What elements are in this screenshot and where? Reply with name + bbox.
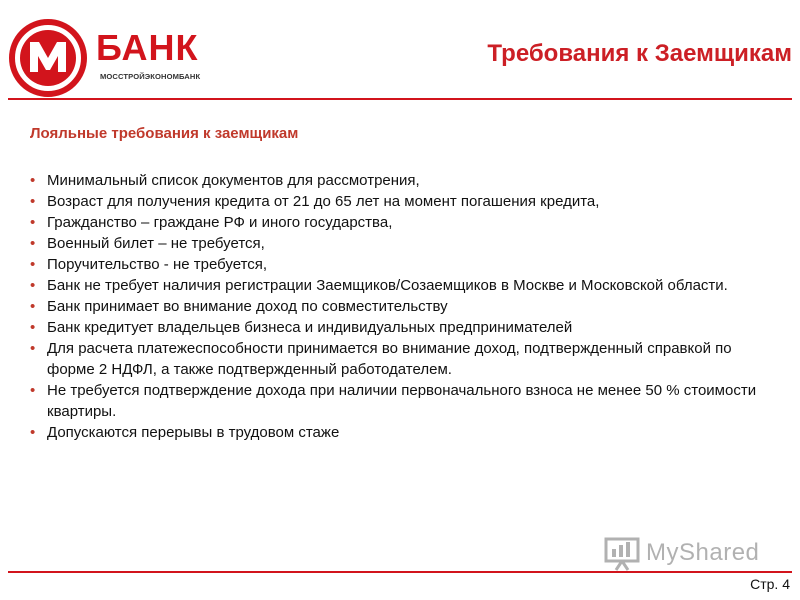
page-title: Требования к Заемщикам	[487, 40, 792, 67]
bank-logo-emblem	[8, 18, 98, 98]
list-item: • Банк не требует наличия регистрации Заемщиков/Созаемщиков в Москве и Московской области.	[30, 275, 780, 296]
list-item: • Для расчета платежеспособности принимается во внимание доход, подтвержденный справкой по форме 2 НДФЛ, а также подтвержденный работодателем.	[30, 338, 780, 380]
list-item: • Не требуется подтверждение дохода при наличии первоначального взноса не менее 50 % стоимости квартиры.	[30, 380, 780, 422]
list-item: • Гражданство – граждане РФ и иного государства,	[30, 212, 780, 233]
watermark-text: MyShared	[646, 539, 760, 566]
requirements-list	[30, 170, 780, 443]
list-item: • Минимальный список документов для рассмотрения,	[30, 170, 780, 191]
list-item: • Поручительство - не требуется,	[30, 254, 780, 275]
header-divider	[8, 98, 792, 100]
bank-logo	[8, 18, 218, 98]
list-item: • Возраст для получения кредита от 21 до 65 лет на момент погашения кредита,	[30, 191, 780, 212]
logo-bank-name: БАНК	[96, 27, 199, 68]
section-heading: Лояльные требования к заемщикам	[30, 125, 299, 142]
list-item: • Банк принимает во внимание доход по совместительству	[30, 296, 780, 317]
list-item: • Банк кредитует владельцев бизнеса и индивидуальных предпринимателей	[30, 317, 780, 338]
footer-divider	[8, 571, 792, 573]
list-item: • Военный билет – не требуется,	[30, 233, 780, 254]
logo-subtitle: МОССТРОЙЭКОНОМБАНК	[100, 72, 201, 81]
page-number: Стр. 4	[750, 576, 790, 592]
myshared-watermark	[602, 535, 772, 575]
list-item: • Допускаются перерывы в трудовом стаже	[30, 422, 780, 443]
presentation-board-icon	[602, 535, 642, 571]
